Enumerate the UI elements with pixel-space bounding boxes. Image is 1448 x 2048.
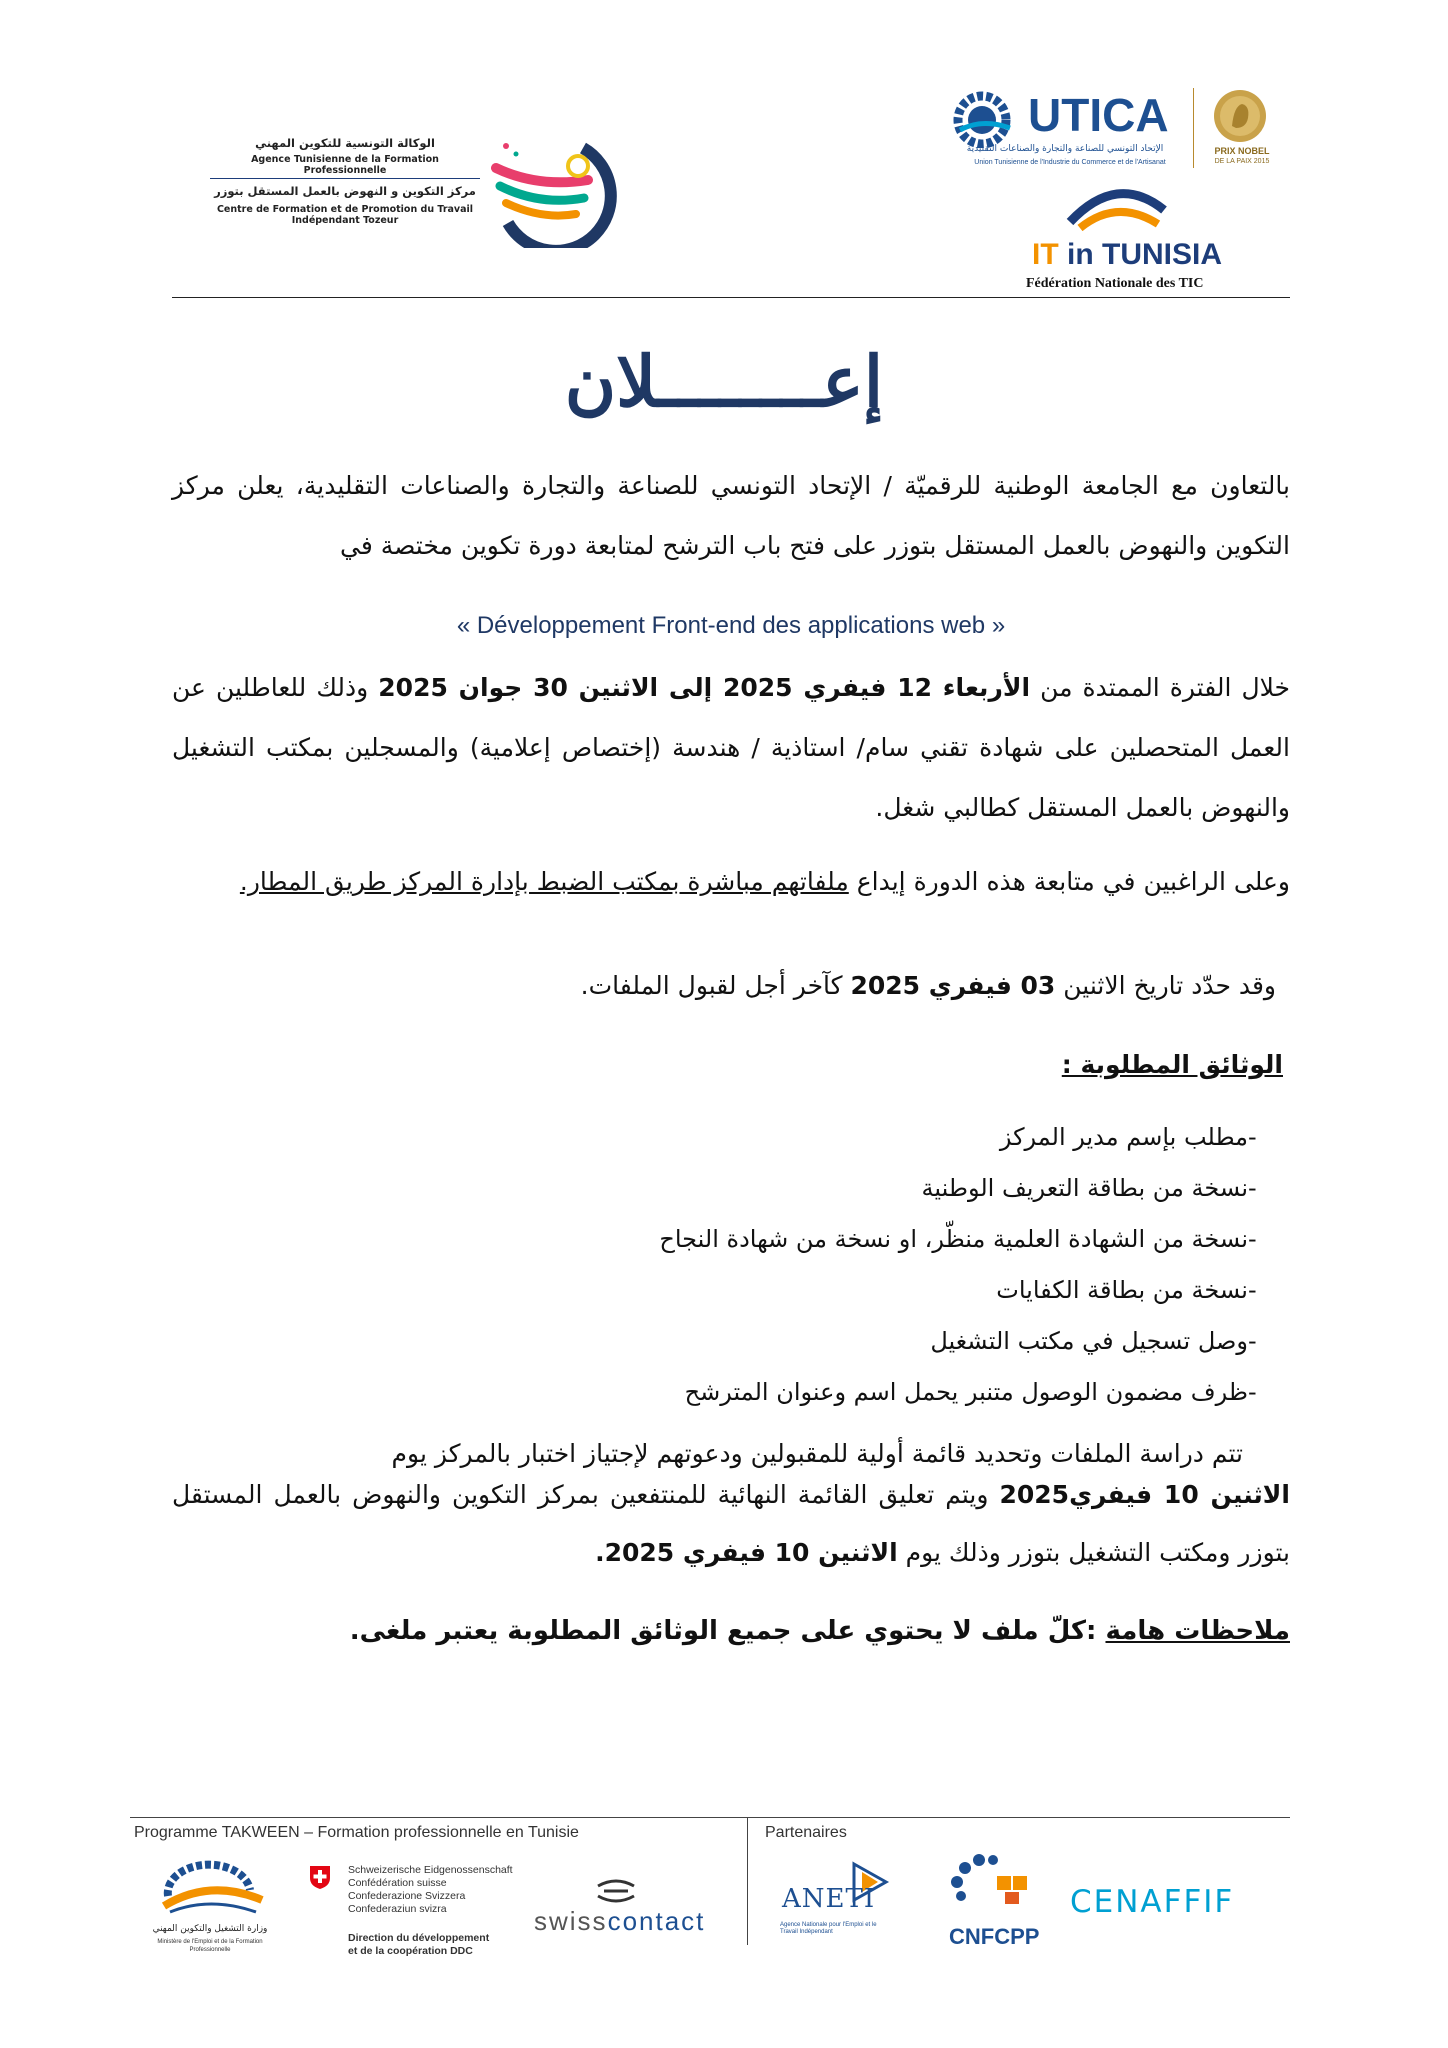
list-bullet: -: [1248, 1276, 1257, 1304]
list-item: [659, 1214, 1257, 1265]
list-item-text: مطلب بإسم مدير المركز: [999, 1123, 1248, 1151]
list-bullet: -: [1248, 1174, 1257, 1202]
list-item-text: نسخة من الشهادة العلمية منظّر، او نسخة من شهادة النجاح: [659, 1225, 1248, 1253]
center-name-ar: مركز التكوين و النهوض بالعمل المستقل بتوزر: [214, 184, 476, 198]
list-item-text: ظرف مضمون الوصول متنبر يحمل اسم وعنوان المترشح: [684, 1378, 1248, 1406]
cenaffif-logo: CENAFFIF: [1070, 1884, 1235, 1920]
selection-mid: ويتم تعليق القائمة النهائية للمنتفعين بمركز التكوين والنهوض بالعمل المستقل بتوزر ومكتب التشغيل بتوزر وذلك يوم: [172, 1480, 1290, 1567]
agency-logo-block: [210, 120, 630, 250]
nobel-prize-sub: DE LA PAIX 2015: [1214, 158, 1270, 165]
announcement-title: إعــــــــلان: [564, 340, 884, 423]
nobel-medal-icon: [1212, 88, 1268, 144]
it-tunisia-rest: in TUNISIA: [1067, 238, 1223, 271]
list-bullet: -: [1248, 1327, 1257, 1355]
required-documents-list: [659, 1112, 1257, 1418]
deposit-prefix: وعلى الراغبين في متابعة هذه الدورة إيداع: [848, 867, 1290, 896]
swisscontact-name: [534, 1906, 705, 1937]
aneti-sub: Agence Nationale pour l'Emploi et le Travail Indépendant: [780, 1922, 877, 1935]
header-rule: [172, 297, 1290, 298]
ministry-name-fr: Ministère de l'Emploi et de la Formation Professionnelle: [157, 1939, 263, 1953]
utica-sub-fr: Union Tunisienne de l'Industrie du Commerce et de l'Artisanat: [974, 159, 1166, 166]
required-documents-title: الوثائق المطلوبة :: [1061, 1050, 1283, 1079]
period-dates: الأربعاء 12 فيفري 2025 إلى الاثنين 30 جوان 2025: [378, 673, 1031, 702]
aneti-name: ANETI: [782, 1884, 876, 1914]
swiss-ddc-1: Direction du développement: [348, 1932, 490, 1944]
partners-label: Partenaires: [765, 1824, 847, 1841]
ministry-name-ar: وزارة التشغيل والتكوين المهني: [152, 1924, 268, 1934]
ministry-logo: [150, 1860, 280, 1970]
swisscontact-b: contact: [607, 1906, 706, 1936]
period-suffix: وذلك للعاطلين عن العمل المتحصلين على شهادة تقني سام/ استاذية / هندسة (إختصاص إعلامية) والمسجلين بمكتب التشغيل والنهوض بالعمل المستقل كطالبي شغل.: [172, 673, 1290, 822]
list-bullet: -: [1248, 1378, 1257, 1406]
intro-paragraph: بالتعاون مع الجامعة الوطنية للرقميّة / الإتحاد التونسي للصناعة والتجارة والصناعات التقليدية، يعلن مركز التكوين والنهوض بالعمل المستقل بتوزر على فتح باب الترشح لمتابعة دورة تكوين مختصة في: [172, 471, 1290, 560]
atfp-emblem-icon: [478, 128, 628, 248]
swisscontact-mark-icon: [594, 1878, 638, 1904]
agency-divider: [210, 178, 480, 179]
selection-line: تتم دراسة الملفات وتحديد قائمة أولية للمقبولين ودعوتهم لإجتياز اختبار بالمركز يوم: [391, 1439, 1243, 1468]
program-label: Programme TAKWEEN – Formation professionnelle en Tunisie: [134, 1824, 579, 1841]
deadline-line: [581, 966, 1276, 1006]
cnfcpp-dots-icon: [945, 1852, 1035, 1908]
deposit-location: ملفاتهم مباشرة بمكتب الضبط بإدارة المركز طريق المطار.: [239, 867, 849, 896]
note-text: :كلّ ملف لا يحتوي على جميع الوثائق المطلوبة يعتبر ملغى.: [349, 1616, 1106, 1646]
center-name-fr: Centre de Formation et de Promotion du Travail Indépendant Tozeur: [216, 204, 474, 226]
swiss-ddc-2: et de la coopération DDC: [348, 1945, 473, 1957]
it-tunisia-name: [1032, 238, 1222, 272]
utica-logo: [950, 84, 1280, 174]
cnfcpp-name: CNFCPP: [949, 1924, 1040, 1949]
list-item-text: نسخة من بطاقة التعريف الوطنية: [921, 1174, 1248, 1202]
list-bullet: -: [1248, 1225, 1257, 1253]
utica-gear-icon: [950, 88, 1025, 148]
nobel-prize-label: PRIX NOBEL: [1214, 146, 1270, 156]
swiss-line-1: Schweizerische Eidgenossenschaft: [348, 1864, 513, 1876]
list-item-text: نسخة من بطاقة الكفايات: [996, 1276, 1248, 1304]
list-item: [659, 1367, 1257, 1418]
deadline-prefix: وقد حدّد تاريخ الاثنين: [1055, 971, 1276, 1000]
course-name: « Développement Front-end des applications web »: [456, 612, 1006, 639]
note-label: ملاحظات هامة: [1105, 1616, 1290, 1646]
list-item: [659, 1265, 1257, 1316]
utica-sub-ar: الإتحاد التونسي للصناعة والتجارة والصناعات التقليدية: [966, 144, 1164, 154]
agency-name-ar: الوكالة التونسية للتكوين المهني: [255, 136, 435, 150]
swiss-confederation-logo: [308, 1864, 538, 1974]
swiss-line-2: Confédération suisse: [348, 1877, 447, 1889]
aneti-logo: [780, 1860, 890, 1950]
swisscontact-a: swiss: [534, 1906, 608, 1936]
selection-paragraph: [172, 1466, 1290, 1582]
important-note: [350, 1616, 1290, 1646]
deadline-suffix: كآخر أجل لقبول الملفات.: [580, 971, 851, 1000]
it-tunisia-it: IT: [1032, 238, 1059, 271]
deadline-date: 03 فيفري 2025: [850, 971, 1056, 1000]
test-date: الاثنين 10 فيفري2025: [999, 1480, 1290, 1509]
it-in-tunisia-logo: [1010, 180, 1240, 290]
list-item-text: وصل تسجيل في مكتب التشغيل: [930, 1327, 1248, 1355]
list-item: [659, 1112, 1257, 1163]
swisscontact-logo: [530, 1878, 720, 1948]
agency-name-fr: Agence Tunisienne de la Formation Professionnelle: [251, 154, 439, 176]
cnfcpp-logo: [935, 1852, 1045, 1952]
it-tunisia-federation: Fédération Nationale des TIC: [1026, 276, 1204, 291]
swiss-flag-icon: [308, 1864, 332, 1890]
period-paragraph: [172, 658, 1290, 838]
list-item: [659, 1163, 1257, 1214]
list-bullet: -: [1248, 1123, 1257, 1151]
it-tunisia-arrows-icon: [1062, 180, 1172, 232]
swiss-line-4: Confederaziun svizra: [348, 1903, 447, 1915]
footer-rule: [130, 1817, 1290, 1818]
final-list-date: الاثنين 10 فيفري 2025.: [595, 1538, 898, 1567]
period-prefix: خلال الفترة الممتدة من: [1030, 673, 1291, 702]
swiss-line-3: Confederazione Svizzera: [348, 1890, 466, 1902]
utica-name: UTICA: [1028, 89, 1169, 141]
list-item: [659, 1316, 1257, 1367]
utica-divider: [1193, 88, 1194, 168]
ministry-emblem-icon: [150, 1860, 270, 1920]
footer-separator: [747, 1817, 748, 1945]
deposit-paragraph: [172, 852, 1290, 912]
